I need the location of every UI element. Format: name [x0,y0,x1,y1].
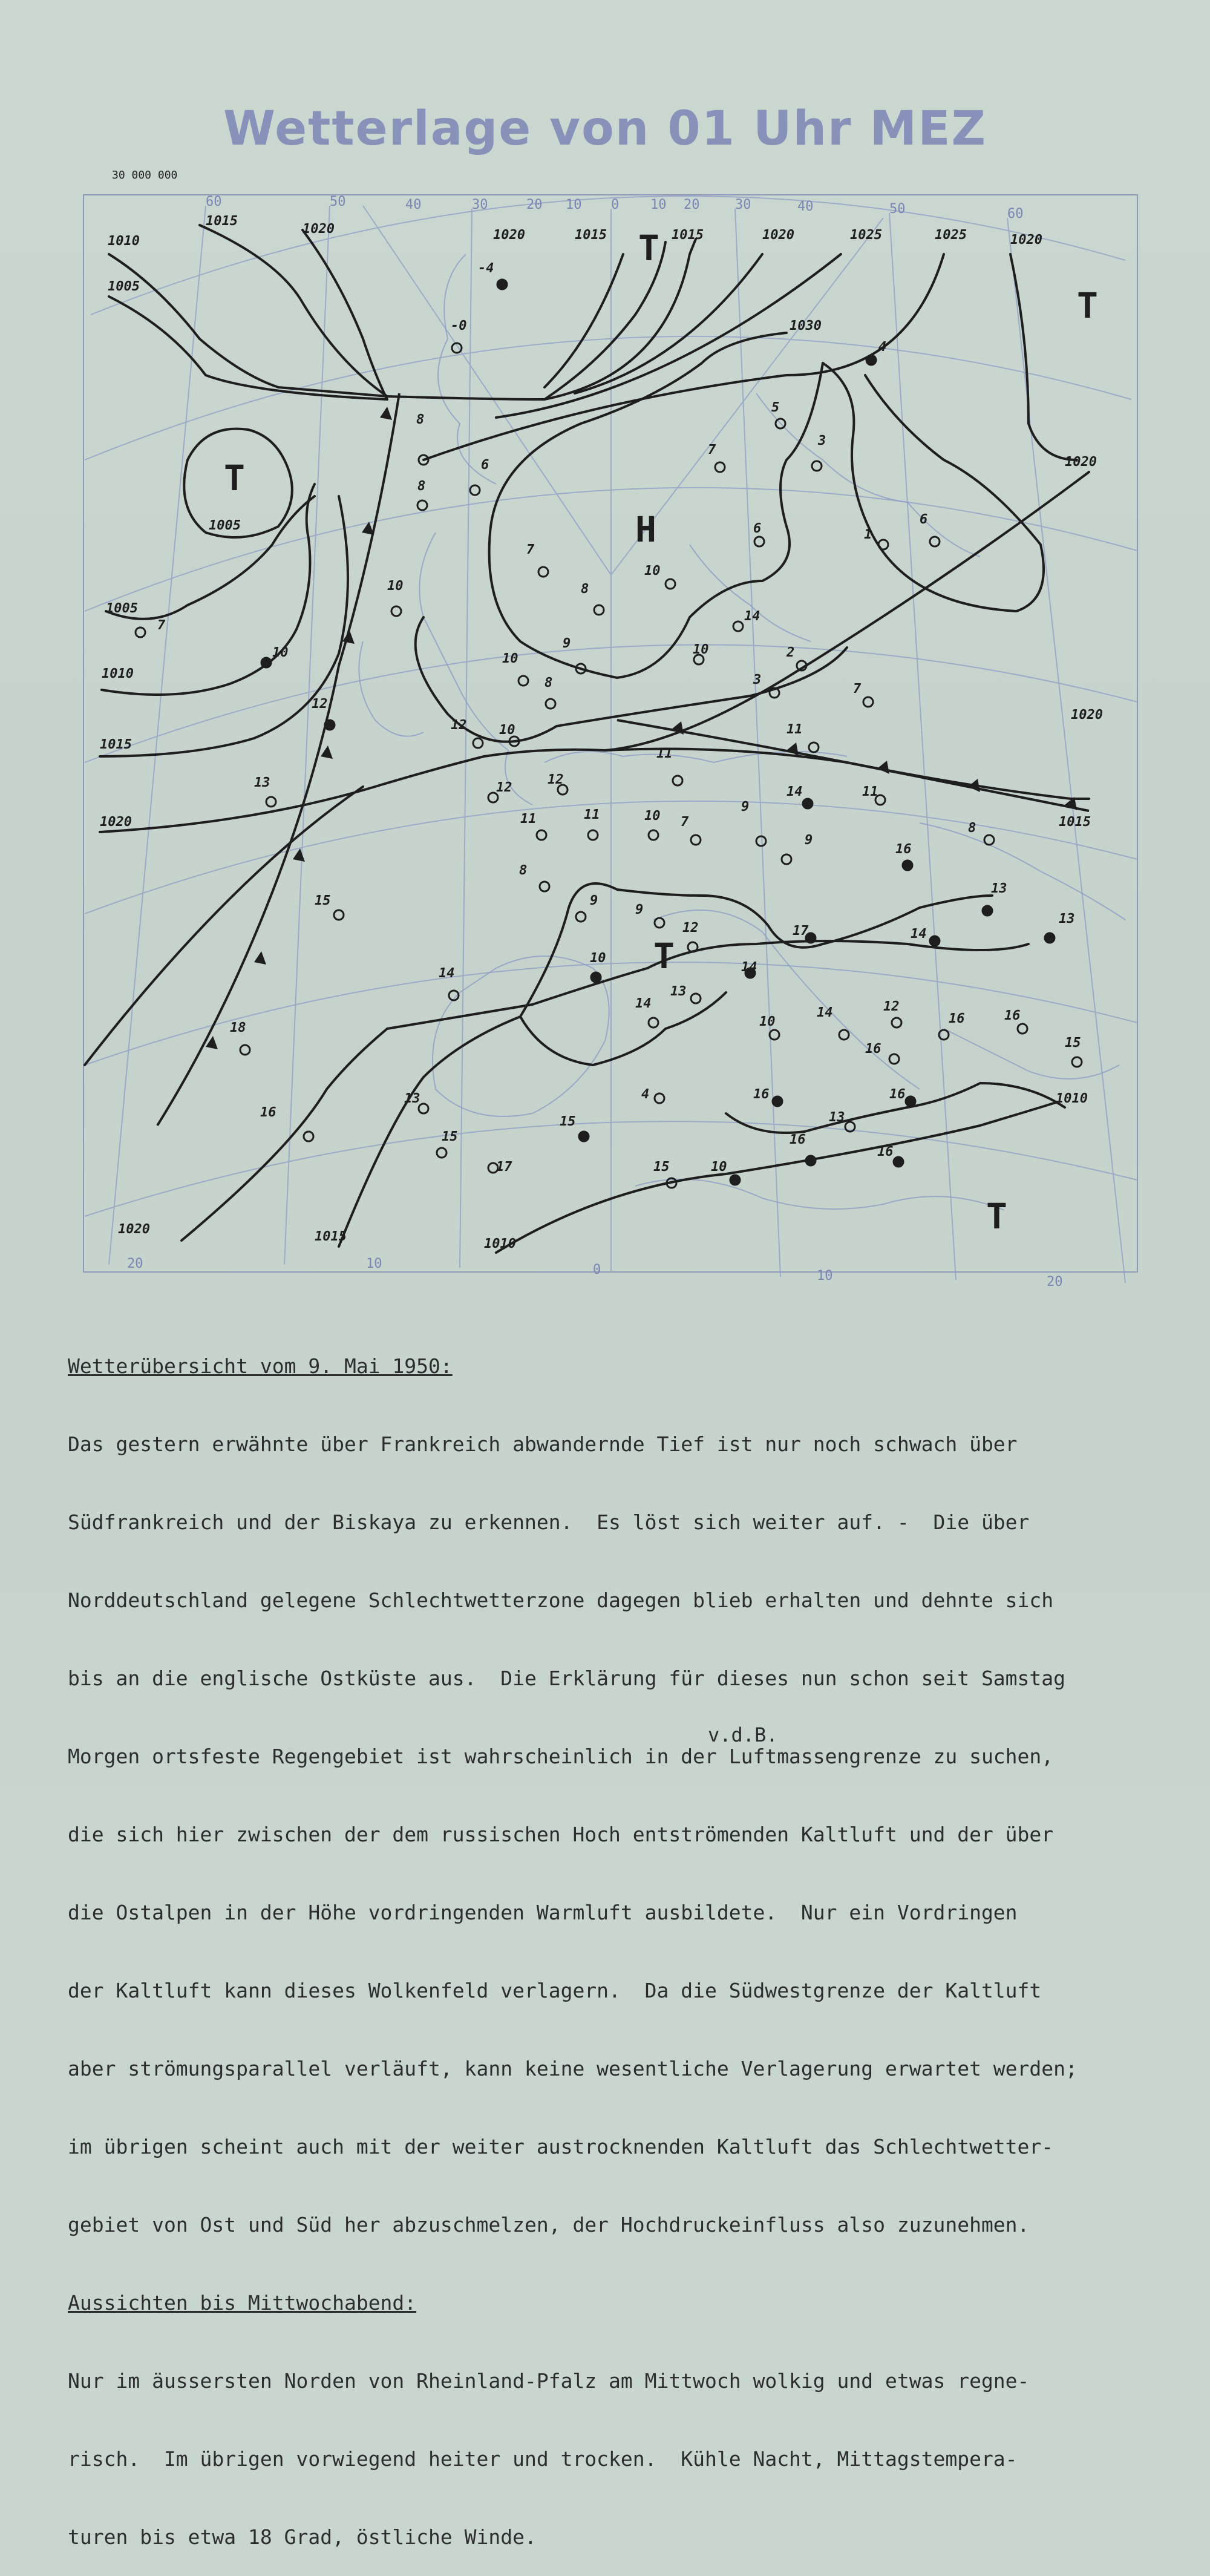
station-value: 6 [753,521,762,536]
graticule-label: 10 [366,1256,382,1271]
pressure-center-label: T [653,936,675,977]
station-value: 16 [895,842,912,857]
station-value: 12 [451,718,467,733]
outlook-line: Nur im äussersten Norden von Rheinland-Pfalz am Mittwoch wolkig und etwas regne- [68,2369,1030,2393]
station-value: 16 [753,1087,770,1102]
isobar-label: 1010 [108,234,140,249]
scale-note: 30 000 000 [112,169,178,182]
station-value: 10 [644,563,661,578]
isobar-label: 1015 [1059,814,1091,830]
isobar-label: 1025 [935,228,967,243]
station-value: 11 [584,807,600,822]
station-value: 4 [641,1087,650,1102]
summary-heading: Wetterübersicht vom 9. Mai 1950: [68,1354,453,1378]
station-value: 16 [790,1132,806,1147]
station-value: 10 [693,642,709,657]
station-value: 15 [560,1114,576,1129]
station-value: 13 [404,1091,420,1106]
graticule-label: 20 [526,197,543,212]
station-value: 10 [502,651,518,666]
station-value: 9 [635,902,644,917]
station-value: 8 [416,412,425,427]
title-stamp: Wetterlage von 01 Uhr MEZ [223,102,987,156]
station-value: 17 [793,923,809,939]
station-value: 12 [883,999,900,1014]
graticule-label: 50 [330,194,346,209]
station-value: 8 [581,582,589,597]
station-value: 7 [157,618,166,633]
station-value: 4 [878,339,887,355]
summary-line: Morgen ortsfeste Regengebiet ist wahrscheinlich in der Luftmassengrenze zu suchen, [68,1745,1054,1768]
station-value: 10 [759,1014,776,1029]
pressure-center-label: H [635,509,656,550]
station-value: 10 [590,951,606,966]
summary-line: die sich hier zwischen der dem russischen Hoch entströmenden Kaltluft und der über [68,1823,1054,1846]
graticule-label: 20 [684,197,700,212]
station-value: 1 [864,527,872,542]
isobar-label: 1005 [209,518,241,533]
isobar-label: 1020 [1065,454,1097,470]
graticule-label: 30 [735,197,751,212]
station-value: 14 [817,1005,833,1020]
station-value: 14 [786,784,803,799]
station-value: 8 [519,863,528,878]
station-value: 9 [590,893,598,908]
isobar-label: 1025 [850,228,882,243]
station-value: 15 [1065,1035,1081,1050]
isobar-label: 1010 [484,1236,516,1251]
isobar-label: 1020 [1071,707,1103,723]
station-value: 16 [889,1087,906,1102]
station-value: 8 [544,675,553,690]
graticule-label: 60 [206,194,222,209]
front-symbols [206,407,1077,1049]
station-value: -4 [478,261,494,276]
station-value: 7 [853,681,862,696]
station-value: 13 [670,984,687,999]
summary-line: im übrigen scheint auch mit der weiter austrocknenden Kaltluft das Schlechtwetter- [68,2135,1054,2158]
station-value: 16 [949,1011,965,1026]
station-value: 7 [708,442,716,457]
summary-line: Südfrankreich und der Biskaya zu erkennen. Es löst sich weiter auf. - Die über [68,1510,1030,1534]
station-value: 8 [968,821,976,836]
weather-summary [68,1301,1151,2576]
station-value: 13 [254,775,270,790]
isobar-label: 1020 [762,228,794,243]
isobar-label: 1015 [100,737,132,752]
station-value: 7 [526,542,535,557]
isobar-label: 1020 [100,814,132,830]
pressure-center-label: T [1077,285,1098,326]
station-value: 9 [741,799,750,814]
station-value: 9 [805,833,813,848]
station-value: 16 [877,1144,894,1159]
station-value: 12 [496,780,512,795]
graticule-label: 10 [566,197,582,212]
station-value: 11 [862,784,878,799]
station-value: 10 [644,808,661,824]
station-value: 2 [786,645,795,660]
graticule-label: 30 [472,197,488,212]
station-markers [136,280,1082,1188]
station-value: 15 [653,1159,670,1175]
pressure-center-label: T [224,457,245,499]
graticule-label: 50 [889,202,906,217]
summary-line: die Ostalpen in der Höhe vordringenden Warmluft ausbildete. Nur ein Vordringen [68,1901,1018,1924]
station-value: 14 [911,926,927,942]
summary-line: der Kaltluft kann dieses Wolkenfeld verlagern. Da die Südwestgrenze der Kaltluft [68,1979,1042,2002]
isobar-label: 1020 [493,228,525,243]
graticule [85,196,1137,1283]
pressure-center-label: T [638,228,659,269]
graticule-label: 40 [797,199,814,214]
station-value: 15 [315,893,331,908]
station-value: 14 [439,966,455,981]
station-value: 10 [711,1159,727,1175]
isobar-label: 1020 [118,1222,150,1237]
station-value: 16 [1004,1008,1021,1023]
station-value: 10 [387,578,404,594]
outlook-line: risch. Im übrigen vorwiegend heiter und trocken. Kühle Nacht, Mittagstempera- [68,2447,1018,2471]
station-value: 3 [753,672,762,687]
graticule-label: 60 [1007,206,1024,221]
station-value: 11 [520,811,537,827]
summary-line: Das gestern erwähnte über Frankreich abwandernde Tief ist nur noch schwach über [68,1432,1018,1456]
station-value: 17 [496,1159,512,1175]
station-value: 8 [417,479,426,494]
summary-line: aber strömungsparallel verläuft, kann keine wesentliche Verlagerung erwartet werden; [68,2057,1078,2080]
graticule-label: 0 [593,1262,601,1277]
station-value: 10 [499,723,515,738]
station-value: 10 [272,645,289,660]
outlook-line: turen bis etwa 18 Grad, östliche Winde. [68,2525,537,2549]
station-value: 13 [1059,911,1075,926]
station-value: 6 [481,457,489,473]
station-value: -0 [451,318,467,333]
graticule-label: 10 [817,1268,833,1283]
station-value: 5 [771,400,780,415]
station-value: 11 [656,746,673,761]
isobar-label: 1005 [106,601,138,616]
summary-line: gebiet von Ost und Süd her abzuschmelzen, der Hochdruckeinfluss also zuzunehmen. [68,2213,1030,2237]
graticule-label: 20 [1047,1274,1063,1289]
station-value: 6 [920,512,928,527]
graticule-label: 0 [611,197,620,212]
station-value: 12 [682,920,699,936]
station-value: 16 [260,1105,276,1120]
isobar-label: 1015 [575,228,607,243]
station-value: 7 [681,814,689,830]
station-value: 13 [829,1110,845,1125]
pressure-center-label: T [986,1196,1007,1237]
isobar-label: 1030 [790,318,822,333]
station-value: 12 [548,772,564,787]
signature: v.d.B. [708,1723,778,1746]
graticule-label: 40 [405,197,422,212]
isobar-label: 1020 [1010,232,1042,247]
station-value: 16 [865,1041,881,1057]
station-value: 15 [442,1129,458,1144]
station-value: 14 [744,609,760,624]
isobar-label: 1010 [102,666,134,681]
station-value: 13 [991,881,1007,896]
station-value: 12 [312,696,328,712]
station-value: 9 [563,636,571,651]
summary-line: Norddeutschland gelegene Schlechtwetterzone dagegen blieb erhalten und dehnte sich [68,1588,1054,1612]
outlook-heading: Aussichten bis Mittwochabend: [68,2291,417,2315]
summary-line: bis an die englische Ostküste aus. Die Erklärung für dieses nun schon seit Samstag [68,1667,1066,1690]
station-value: 18 [230,1020,246,1035]
isobar-label: 1010 [1056,1091,1088,1106]
graticule-label: 20 [127,1256,143,1271]
station-value: 3 [818,433,826,448]
isobar-label: 1015 [672,228,704,243]
station-value: 14 [635,996,652,1011]
isobar-label: 1005 [108,279,140,294]
isobar-label: 1020 [302,221,335,237]
isobars [85,225,1089,1253]
isobar-label: 1015 [206,214,238,229]
station-value: 14 [741,960,757,975]
station-value: 11 [786,722,803,737]
isobar-label: 1015 [315,1229,347,1244]
graticule-label: 10 [650,197,667,212]
